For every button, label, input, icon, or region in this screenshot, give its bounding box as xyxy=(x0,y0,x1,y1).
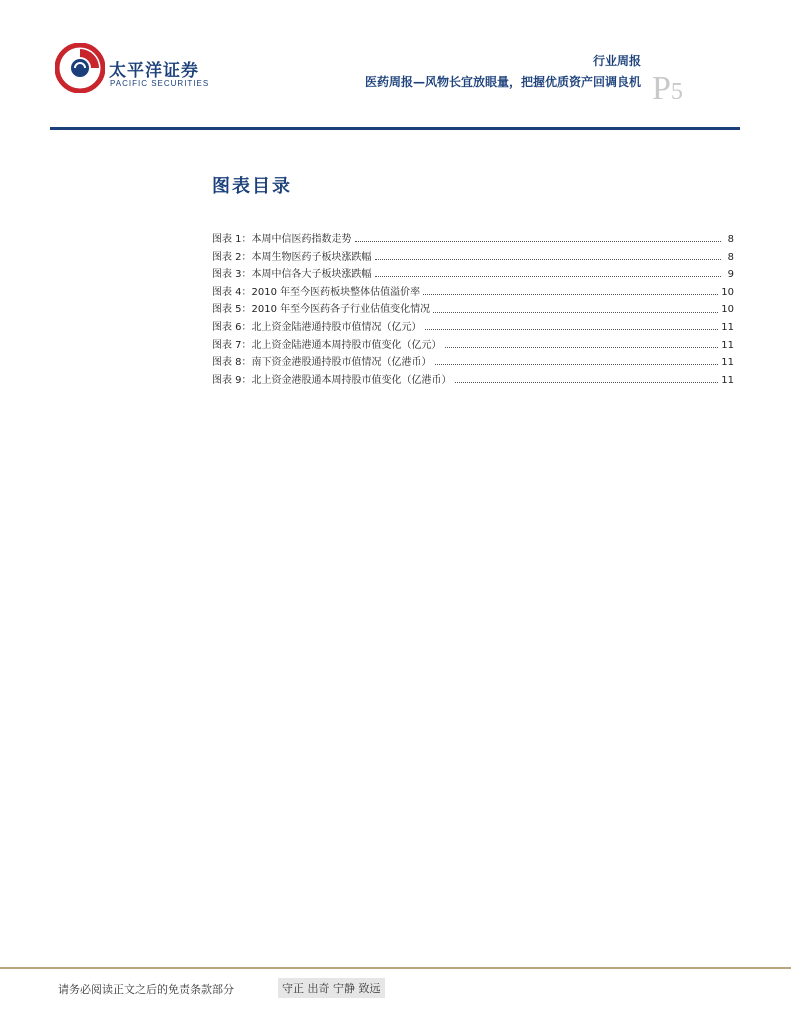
toc-item-label: 图表 5：2010 年至今医药各子行业估值变化情况 xyxy=(212,304,431,316)
toc-item-label: 图表 9：北上资金港股通本周持股市值变化（亿港币） xyxy=(212,374,452,386)
toc-item[interactable] xyxy=(212,318,734,336)
logo-english-name: PACIFIC SECURITIES xyxy=(110,79,210,88)
toc-item-label: 图表 3：本周中信各大子板块涨跌幅 xyxy=(212,269,372,281)
toc-item-page: 9 xyxy=(727,269,734,281)
toc-dot-leader xyxy=(425,321,719,330)
toc-item-page: 10 xyxy=(721,286,734,298)
toc-item[interactable] xyxy=(212,230,734,248)
page-number-value: 5 xyxy=(670,79,683,105)
toc-item[interactable] xyxy=(212,265,734,283)
toc-dot-leader xyxy=(433,304,718,313)
toc-item-page: 11 xyxy=(721,357,734,369)
toc-dot-leader xyxy=(355,233,721,242)
toc-item[interactable] xyxy=(212,336,734,354)
company-logo xyxy=(55,43,215,93)
toc-item-page: 11 xyxy=(721,339,734,351)
toc-item[interactable] xyxy=(212,248,734,266)
toc-item-page: 8 xyxy=(727,251,734,263)
toc-item[interactable] xyxy=(212,371,734,389)
toc-item-label: 图表 4：2010 年至今医药板块整体估值溢价率 xyxy=(212,286,421,298)
header-divider xyxy=(50,127,740,130)
logo-emblem-icon xyxy=(55,43,105,93)
report-title: 医药周报—风物长宜放眼量，把握优质资产回调良机 xyxy=(364,75,641,89)
toc-item-label: 图表 6：北上资金陆港通持股市值情况（亿元） xyxy=(212,321,422,333)
toc-item-page: 8 xyxy=(727,234,734,245)
toc-dot-leader xyxy=(435,356,719,365)
page-letter: P xyxy=(652,70,671,107)
toc-item-label: 图表 8：南下资金港股通持股市值情况（亿港币） xyxy=(212,357,432,369)
footer-motto: 守正 出奇 宁静 致远 xyxy=(278,978,385,998)
section-title: 图表目录 xyxy=(212,176,292,197)
logo-chinese-name: 太平洋证券 xyxy=(109,61,199,81)
toc-item-label: 图表 2：本周生物医药子板块涨跌幅 xyxy=(212,251,372,263)
footer-divider xyxy=(0,967,791,969)
toc-item-page: 11 xyxy=(721,321,734,333)
toc-dot-leader xyxy=(375,251,721,260)
toc-item[interactable] xyxy=(212,283,734,301)
page-number xyxy=(652,72,683,109)
table-of-figures xyxy=(212,230,734,388)
toc-dot-leader xyxy=(455,374,719,383)
toc-item-page: 10 xyxy=(721,304,734,316)
toc-item[interactable] xyxy=(212,300,734,318)
toc-dot-leader xyxy=(375,268,721,277)
toc-item-label: 图表 1：本周中信医药指数走势 xyxy=(212,234,352,245)
footer-disclaimer: 请务必阅读正文之后的免责条款部分 xyxy=(58,983,234,996)
toc-dot-leader xyxy=(445,339,719,348)
report-type: 行业周报 xyxy=(592,54,641,68)
toc-item-page: 11 xyxy=(721,374,734,386)
toc-item-label: 图表 7：北上资金陆港通本周持股市值变化（亿元） xyxy=(212,339,442,351)
toc-item[interactable] xyxy=(212,353,734,371)
toc-dot-leader xyxy=(423,286,718,295)
